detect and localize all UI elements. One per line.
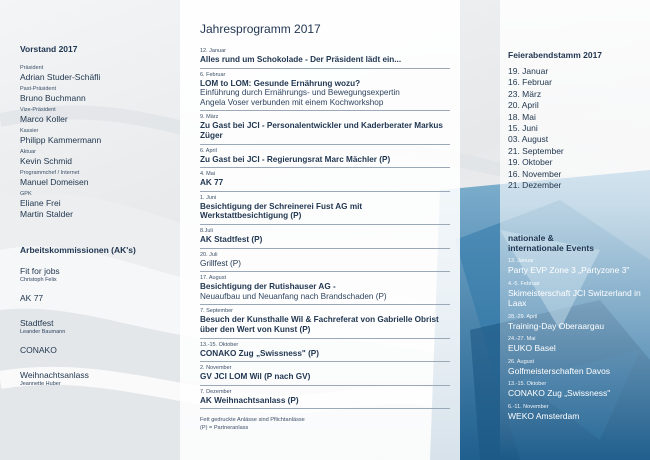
event-title: Zu Gast bei JCI - Personalentwickler und Kaderberater Markus Züger xyxy=(200,121,443,140)
event-item xyxy=(200,114,450,144)
national-event-date: 6.-11. November xyxy=(508,403,549,410)
event-item xyxy=(200,228,450,249)
event-description: Einführung durch Ernährungs- und Bewegungsexpertin xyxy=(200,88,400,98)
event-title: Besuch der Kunsthalle Wil & Fachreferat von Gabrielle Obrist über den Wert von Kunst (P) xyxy=(200,315,439,334)
event-date: 7. Dezember xyxy=(200,388,232,395)
feierabendstamm-date: 19. Oktober xyxy=(508,157,553,168)
board-member xyxy=(20,107,170,125)
national-event-item xyxy=(508,359,644,377)
board-name: Bruno Buchmann xyxy=(20,93,86,103)
right-column xyxy=(500,0,650,460)
feierabendstamm-date: 18. Mai xyxy=(508,111,536,122)
ak-person: Christoph Felix xyxy=(20,277,57,283)
national-event-item xyxy=(508,258,644,276)
board-name: Manuel Domeisen xyxy=(20,177,89,187)
national-event-date: 28.-29. April xyxy=(508,313,538,320)
event-date: 20. Juli xyxy=(200,251,218,258)
board-name: Kevin Schmid xyxy=(20,156,72,166)
note-mandatory: Fett gedruckte Anlässe sind Pflichtanlässe xyxy=(200,417,305,424)
feierabendstamm-list xyxy=(508,66,644,191)
national-events-title xyxy=(508,233,644,253)
event-date: 8.Juli xyxy=(200,227,213,234)
event-date: 4. Mai xyxy=(200,171,215,178)
event-date: 7. September xyxy=(200,308,234,315)
ak-name: AK 77 xyxy=(20,293,44,303)
event-title: CONAKO Zug „Swissness" (P) xyxy=(200,348,319,358)
event-list xyxy=(200,48,450,409)
board-role: GPK xyxy=(20,191,32,197)
board-member xyxy=(20,65,170,83)
program-panel xyxy=(180,0,460,460)
national-event-date: 26. August xyxy=(508,358,534,365)
event-title: LOM to LOM: Gesunde Ernährung wozu? xyxy=(200,78,361,88)
board-name: Philipp Kammermann xyxy=(20,135,102,145)
national-event-date: 24.-27. Mai xyxy=(508,336,536,343)
event-item xyxy=(200,252,450,273)
board-member xyxy=(20,86,170,104)
event-title: AK Stadtfest (P) xyxy=(200,234,263,244)
event-date: 13.-15. Oktober xyxy=(200,341,239,348)
right-content xyxy=(508,50,644,426)
program-title: Jahresprogramm 2017 xyxy=(200,22,321,36)
national-event-item xyxy=(508,281,644,309)
feierabendstamm-date: 21. Dezember xyxy=(508,180,562,191)
ak-person: Leander Baumann xyxy=(20,329,66,335)
event-date: 6. Februar xyxy=(200,71,226,78)
event-date: 9. März xyxy=(200,114,219,121)
national-event-date: 13.-15. Oktober xyxy=(508,381,547,388)
event-title: AK Weihnachtsanlass (P) xyxy=(200,395,299,405)
national-event-name: CONAKO Zug „Swissness" xyxy=(508,388,611,399)
event-description: Neuaufbau und Neuanfang nach Brandschaden (P) xyxy=(200,291,387,301)
event-item xyxy=(200,72,450,112)
board-role: Programmchef / Internet xyxy=(20,170,80,176)
event-item xyxy=(200,275,450,305)
program-content xyxy=(200,22,450,432)
event-date: 17. August xyxy=(200,275,226,282)
ak-item xyxy=(20,345,170,356)
board-role: Kassier xyxy=(20,128,39,134)
board-role: Past-Präsident xyxy=(20,86,57,92)
ak-item xyxy=(20,370,170,388)
event-title: Alles rund um Schokolade - Der Präsident lädt ein... xyxy=(200,55,402,64)
board-member xyxy=(20,149,170,167)
event-item xyxy=(200,195,450,225)
event-item xyxy=(200,389,450,410)
ak-name: Weihnachtsanlass xyxy=(20,370,89,380)
event-item xyxy=(200,148,450,169)
event-date: 6. April xyxy=(200,147,217,154)
board-role: Aktuar xyxy=(20,149,36,155)
national-event-date: 4.-5. Februar xyxy=(508,280,540,287)
event-title: AK 77 xyxy=(200,178,224,188)
event-title: GV JCI LOM Wil (P nach GV) xyxy=(200,372,311,382)
event-title: Besichtigung der Rutishauser AG - xyxy=(200,282,336,292)
national-title-line1: nationale & xyxy=(508,233,554,244)
board-name: Adrian Studer-Schäfli xyxy=(20,72,101,82)
national-event-item xyxy=(508,404,644,422)
event-item xyxy=(200,365,450,386)
board-member xyxy=(20,128,170,146)
national-event-item xyxy=(508,381,644,399)
national-event-name: EUKO Basel xyxy=(508,343,556,354)
note-partner: (P) = Partneranlass xyxy=(200,425,249,432)
event-item xyxy=(200,171,450,192)
board-role: Präsident xyxy=(20,65,44,71)
national-event-item xyxy=(508,336,644,354)
event-title: Grillfest (P) xyxy=(200,258,241,268)
event-date: 2. November xyxy=(200,365,232,372)
board-member xyxy=(20,209,170,220)
ak-item xyxy=(20,293,170,304)
feierabendstamm-date: 21. September xyxy=(508,145,564,156)
board-role: Vize-Präsident xyxy=(20,107,56,113)
feierabendstamm-date: 20. April xyxy=(508,100,539,111)
feierabendstamm-date: 23. März xyxy=(508,88,542,99)
event-title: Besichtigung der Schreinerei Fust AG mit Werkstattbesichtigung (P) xyxy=(200,201,363,221)
national-event-name: Golfmeisterschaften Davos xyxy=(508,365,611,376)
board-name: Martin Stalder xyxy=(20,209,73,219)
feierabendstamm-date: 03. August xyxy=(508,134,549,145)
ak-title: Arbeitskommissionen (AK's) xyxy=(20,245,136,255)
vorstand-title: Vorstand 2017 xyxy=(20,44,78,54)
ak-name: Fit for jobs xyxy=(20,266,60,276)
national-events-list xyxy=(508,258,644,421)
event-title: Zu Gast bei JCI - Regierungsrat Marc Mächler (P) xyxy=(200,154,391,164)
event-date: 12. Januar xyxy=(200,48,226,54)
national-event-name: Skimeisterschaft JCI Switzerland in Laax xyxy=(508,287,641,309)
feierabendstamm-date: 15. Juni xyxy=(508,123,538,134)
national-event-item xyxy=(508,314,644,332)
board-member xyxy=(20,191,170,209)
feierabendstamm-date: 19. Januar xyxy=(508,66,549,76)
national-event-name: Training-Day Oberaargau xyxy=(508,320,605,331)
event-item xyxy=(200,308,450,338)
ak-item xyxy=(20,318,170,336)
national-event-date: 13. Januar xyxy=(508,258,534,265)
national-title-line2: internationale Events xyxy=(508,243,594,254)
ak-item xyxy=(20,266,170,284)
national-event-name: Party EVP Zone 3 „Partyzone 3" xyxy=(508,265,630,276)
board-member xyxy=(20,170,170,188)
event-item xyxy=(200,48,450,69)
board-name: Marco Koller xyxy=(20,114,68,124)
event-item xyxy=(200,342,450,363)
board-name: Eliane Frei xyxy=(20,198,61,208)
event-description: Angela Voser verbunden mit einem Kochworkshop xyxy=(200,97,384,107)
left-column xyxy=(20,44,170,397)
ak-name: Stadtfest xyxy=(20,318,54,328)
ak-person: Jeannette Huber xyxy=(20,381,61,387)
feierabendstamm-date: 16. November xyxy=(508,168,562,179)
event-date: 1. Juni xyxy=(200,194,217,201)
feierabendstamm-date: 16. Februar xyxy=(508,77,552,88)
feierabendstamm-title: Feierabendstamm 2017 xyxy=(508,50,603,60)
ak-name: CONAKO xyxy=(20,345,57,355)
national-event-name: WEKO Amsterdam xyxy=(508,410,580,421)
